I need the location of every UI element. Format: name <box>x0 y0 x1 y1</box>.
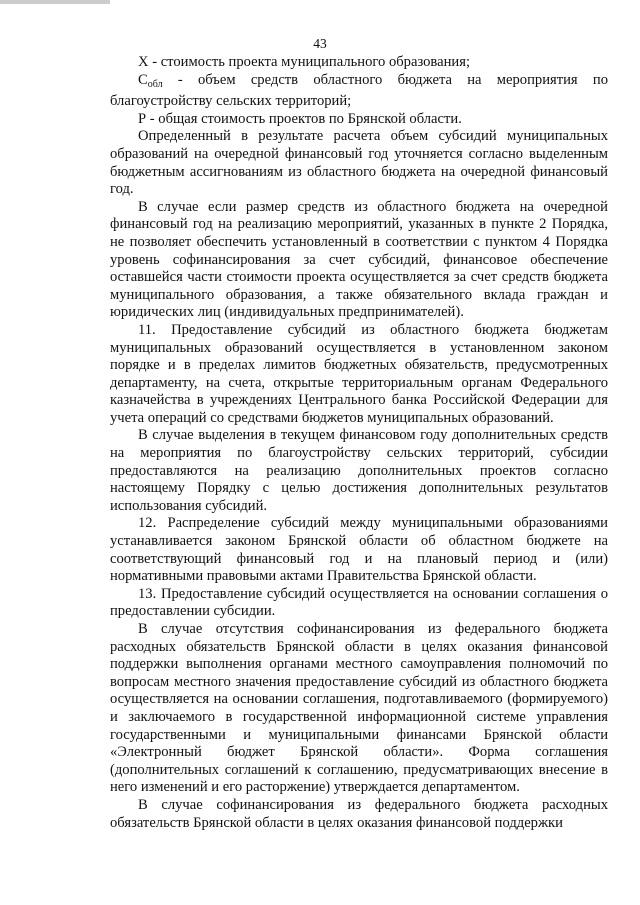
page-number: 43 <box>313 36 327 51</box>
paragraph-c-definition <box>110 72 608 111</box>
document-body <box>110 54 608 832</box>
paragraph-clause-13: 13. Предоставление субсидий осуществляется на основании соглашения о предоставлении субсидии. <box>110 585 608 620</box>
paragraph-insufficient-funds: В случае если размер средств из областного бюджета на очередной финансовый год на реализацию мероприятий, указанных в пункте 2 Порядка, не позволяет обеспечить установленный в соответствии с пунктом 4 Порядка уровень софинансирования за счет субсидий, финансовое обеспечение оставшейся части стоимости проекта осуществляется за счет средств бюджета муниципального образования, а также обязательного вклада граждан и юридических лиц (индивидуальных предпринимателей). <box>110 198 608 321</box>
c-symbol: С <box>138 71 148 88</box>
paragraph-clause-11: 11. Предоставление субсидий из областного бюджета бюджетам муниципальных образований осуществляется в установленном законом порядке и в пределах лимитов бюджетных обязательств, предусмотренных департаменту, на счета, открытые территориальным органам Федерального казначейства в учреждениях Центрального банка Российской Федерации для учета операций со средствами бюджетов муниципальных образований. <box>110 321 608 426</box>
paragraph-p-definition: Р - общая стоимость проектов по Брянской области. <box>138 110 462 127</box>
paragraph-cofinancing: В случае софинансирования из федерального бюджета расходных обязательств Брянской области в целях оказания финансовой поддержки <box>110 796 608 831</box>
paragraph-no-cofinancing: В случае отсутствия софинансирования из федерального бюджета расходных обязательств Брянской области в целях оказания финансовой поддержки выполнения органами местного самоуправления полномочий по вопросам местного значения предоставление субсидий из областного бюджета осуществляется на основании соглашения, подготавливаемого (формируемого) и заключаемого в государственной информационной системе управления государственными и муниципальными финансами Брянской области «Электронный бюджет Брянской области». Форма соглашения (дополнительных соглашений к соглашению, предусматривающих внесение в него изменений и его расторжение) утверждается департаментом. <box>110 621 608 796</box>
paragraph-subsidy-volume: Определенный в результате расчета объем субсидий муниципальных образований на очередной финансовый год уточняется согласно выделенным бюджетным ассигнованиям из областного бюджета на очередной финансовый год. <box>110 128 608 198</box>
paragraph-clause-12: 12. Распределение субсидий между муниципальными образованиями устанавливается законом Брянской области об областном бюджете на соответствующий финансовый год и на плановый период и (или) нормативными правовыми актами Правительства Брянской области. <box>110 515 608 585</box>
scan-edge-mark <box>0 0 110 4</box>
c-symbol-subscript: обл <box>147 78 163 90</box>
c-definition-text: - объем средств областного бюджета на мероприятия по благоустройству сельских территорий; <box>110 71 608 110</box>
paragraph-additional-funds: В случае выделения в текущем финансовом году дополнительных средств на мероприятия по благоустройству сельских территорий, субсидии предоставляются на реализацию дополнительных проектов согласно настоящему Порядку с целью достижения дополнительных результатов использования субсидий. <box>110 427 608 514</box>
paragraph-x-definition: X - стоимость проекта муниципального образования; <box>138 54 470 70</box>
